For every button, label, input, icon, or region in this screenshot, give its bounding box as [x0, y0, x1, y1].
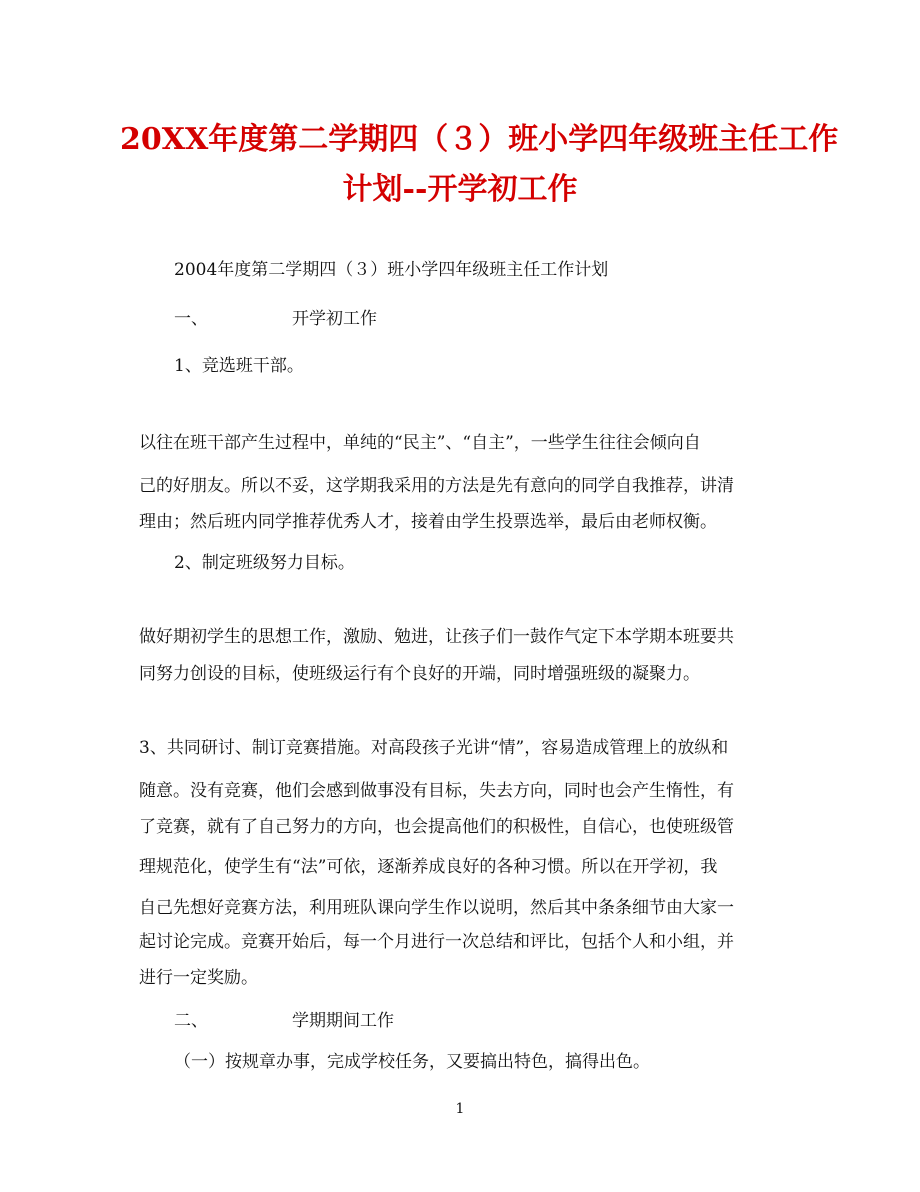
- paragraph-line: 以往在班干部产生过程中，单纯的“民主”、“自主”，一些学生往往会倾向自: [139, 433, 701, 453]
- section-number: 二、: [174, 1011, 208, 1031]
- page-number: 1: [455, 1101, 465, 1117]
- paragraph-line: 自己先想好竞赛方法，利用班队课向学生作以说明，然后其中条条细节由大家一: [139, 898, 734, 918]
- paragraph-line: 起讨论完成。竞赛开始后，每一个月进行一次总结和评比，包括个人和小组，并: [139, 932, 734, 952]
- item-heading-2: 2、制定班级努力目标。: [174, 553, 355, 573]
- document-title-line-2: 计划--开学初工作: [342, 172, 578, 207]
- section-title: 学期期间工作: [292, 1011, 394, 1031]
- section-heading-1: [174, 308, 377, 330]
- sub-item-heading: （一）按规章办事，完成学校任务，又要搞出特色，搞得出色。: [174, 1052, 650, 1072]
- paragraph-line: 同努力创设的目标，使班级运行有个良好的开端，同时增强班级的凝聚力。: [139, 664, 700, 684]
- section-heading-2: [174, 1010, 394, 1032]
- paragraph-line: 理由；然后班内同学推荐优秀人才，接着由学生投票选举，最后由老师权衡。: [139, 512, 717, 532]
- paragraph-line: 了竞赛，就有了自己努力的方向，也会提高他们的积极性，自信心，也使班级管: [139, 817, 734, 837]
- paragraph-line: 做好期初学生的思想工作，激励、勉进，让孩子们一鼓作气定下本学期本班要共: [139, 627, 734, 647]
- item-heading-1: 1、竞选班干部。: [174, 356, 304, 376]
- paragraph-line: 理规范化，使学生有“法”可依，逐渐养成良好的各种习惯。所以在开学初，我: [139, 857, 718, 877]
- section-title: 开学初工作: [292, 309, 377, 329]
- document-subtitle: 2004年度第二学期四（３）班小学四年级班主任工作计划: [174, 260, 609, 280]
- paragraph-line: 随意。没有竞赛，他们会感到做事没有目标，失去方向，同时也会产生惰性，有: [139, 781, 734, 801]
- paragraph-line: 己的好朋友。所以不妥，这学期我采用的方法是先有意向的同学自我推荐，讲清: [139, 476, 734, 496]
- document-title-line-1: 20XX年度第二学期四（３）班小学四年级班主任工作: [120, 122, 839, 157]
- paragraph-line: 进行一定奖励。: [139, 968, 258, 988]
- paragraph-line: 3、共同研讨、制订竞赛措施。对高段孩子光讲“情”，容易造成管理上的放纵和: [139, 738, 729, 758]
- section-number: 一、: [174, 309, 208, 329]
